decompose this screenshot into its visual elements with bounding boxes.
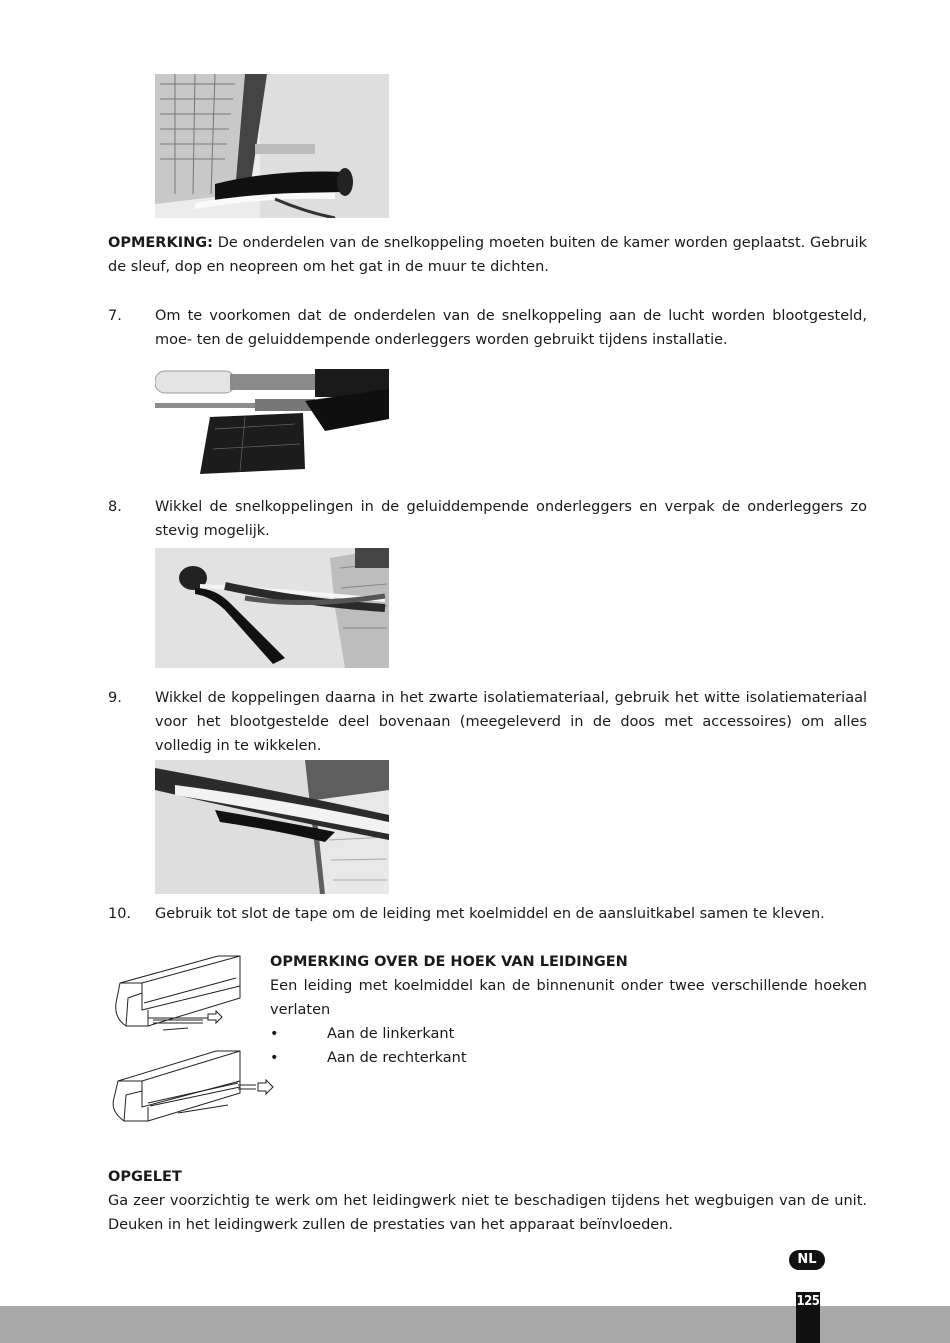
bullet-label: Aan de linkerkant xyxy=(327,1026,455,1042)
diagram-pipe-left xyxy=(108,948,248,1036)
note-text: De onderdelen van de snelkoppeling moeten buiten de kamer worden geplaatst. Gebruik de sleuf, dop en neopreen om het gat in de muur te dichten. xyxy=(108,235,867,275)
bullet-left-side xyxy=(270,1022,867,1046)
step-10 xyxy=(108,902,867,926)
step-7 xyxy=(108,304,867,352)
step-9 xyxy=(108,686,867,758)
step-text: Gebruik tot slot de tape om de leiding met koelmiddel en de aansluitkabel samen te kleven. xyxy=(155,906,825,922)
step-number: 9. xyxy=(108,690,122,706)
step-8 xyxy=(108,495,867,543)
bullet-dot: • xyxy=(270,1026,279,1042)
step-text: Wikkel de snelkoppelingen in de geluiddempende onderleggers en verpak de onderleggers zo stevig mogelijk. xyxy=(155,499,867,539)
note-label: OPMERKING: xyxy=(108,235,213,251)
caution-title: OPGELET xyxy=(108,1169,182,1185)
photo-couplings-pads xyxy=(155,369,389,475)
caution-section xyxy=(108,1165,867,1237)
note-quick-coupling xyxy=(108,231,867,279)
step-number: 10. xyxy=(108,906,132,922)
photo-insulation-wrap xyxy=(155,760,389,894)
step-number: 7. xyxy=(108,308,122,324)
pipe-angle-note xyxy=(270,950,867,1070)
step-text: Om te voorkomen dat de onderdelen van de snelkoppeling aan de lucht worden blootgesteld, moe- ten de geluiddempende onderleggers worden gebruikt tijdens installatie. xyxy=(155,308,867,348)
caution-text: Ga zeer voorzichtig te werk om het leidingwerk niet te beschadigen tijdens het wegbuigen van de unit. Deuken in het leidingwerk zullen de prestaties van het apparaat beïnvloeden. xyxy=(108,1193,867,1233)
photo-wrapped-couplings xyxy=(155,548,389,668)
pipe-angle-text: Een leiding met koelmiddel kan de binnenunit onder twee verschillende hoeken verlaten xyxy=(270,978,867,1018)
pipe-angle-title: OPMERKING OVER DE HOEK VAN LEIDINGEN xyxy=(270,954,628,970)
page-number: 125 xyxy=(796,1294,820,1309)
language-badge: NL xyxy=(789,1250,825,1270)
diagram-pipe-right xyxy=(108,1043,276,1127)
bullet-label: Aan de rechterkant xyxy=(327,1050,467,1066)
step-number: 8. xyxy=(108,499,122,515)
bullet-right-side xyxy=(270,1046,867,1070)
bullet-dot: • xyxy=(270,1050,279,1066)
step-text: Wikkel de koppelingen daarna in het zwarte isolatiemateriaal, gebruik het witte isolatiemateriaal voor het blootgestelde deel bovenaan (meegeleverd in de doos met accessoires) om alles volledig in te wikkelen. xyxy=(155,690,867,754)
photo-pipes-through-wall xyxy=(155,74,389,218)
